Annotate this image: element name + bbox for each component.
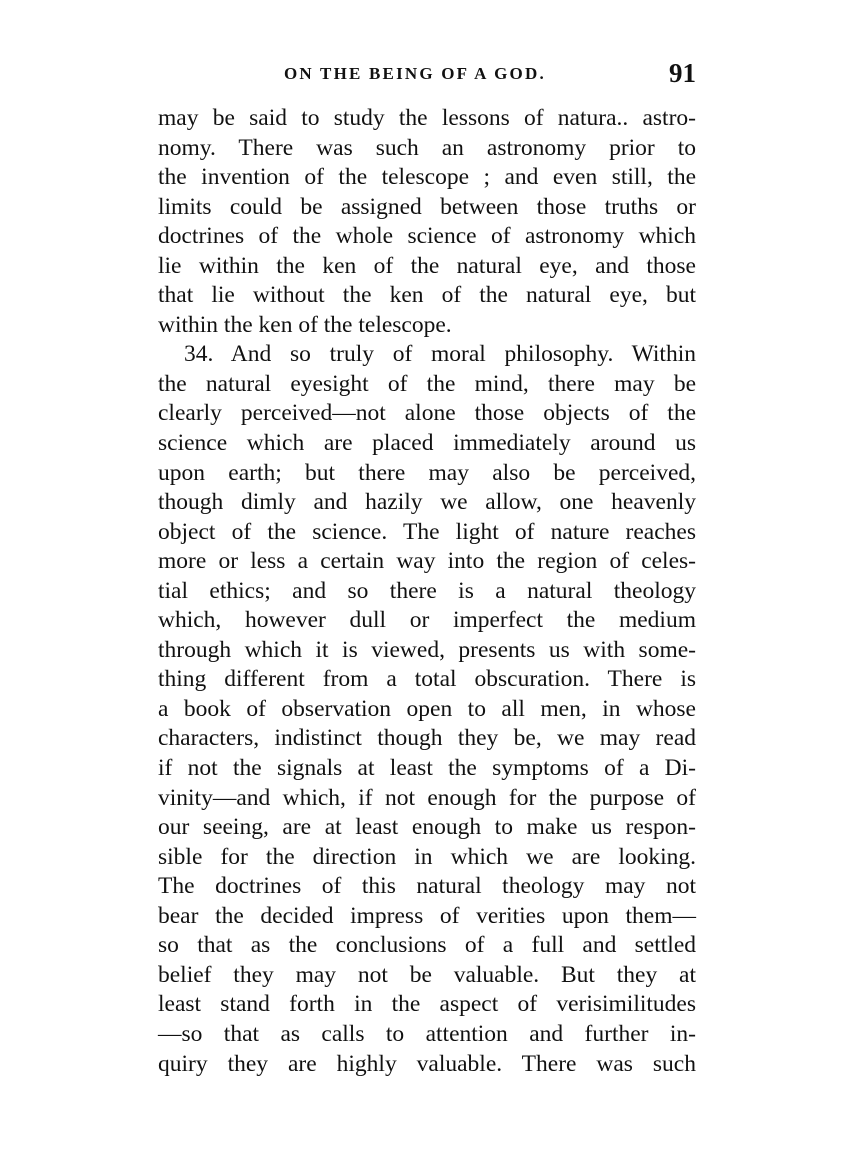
text-line: the natural eyesight of the mind, there may be xyxy=(158,370,696,397)
text-line: more or less a certain way into the region of celes- xyxy=(158,548,696,575)
text-line: —so that as calls to attention and further in- xyxy=(158,1020,696,1047)
text-line: object of the science. The light of nature reaches xyxy=(158,518,696,545)
text-line: which, however dull or imperfect the medium xyxy=(158,607,696,634)
text-line: lie within the ken of the natural eye, and those xyxy=(158,252,696,279)
text-line: our seeing, are at least enough to make us respon- xyxy=(158,814,696,841)
text-line: a book of observation open to all men, in whose xyxy=(158,695,696,722)
text-line: quiry they are highly valuable. There was such xyxy=(158,1050,696,1077)
running-head xyxy=(158,60,698,90)
text-line: so that as the conclusions of a full and settled xyxy=(158,932,696,959)
text-line: The doctrines of this natural theology may not xyxy=(158,873,696,900)
text-line: limits could be assigned between those truths or xyxy=(158,193,696,220)
paragraph-end-line: within the ken of the telescope. xyxy=(158,311,452,338)
text-line: sible for the direction in which we are looking. xyxy=(158,843,696,870)
text-line: science which are placed immediately around us xyxy=(158,430,696,457)
text-line: vinity—and which, if not enough for the purpose of xyxy=(158,784,696,811)
text-line: belief they may not be valuable. But they at xyxy=(158,961,696,988)
text-line: may be said to study the lessons of natura.. astro- xyxy=(158,105,696,131)
text-line: that lie without the ken of the natural eye, but xyxy=(158,282,696,309)
text-line: least stand forth in the aspect of verisimilitudes xyxy=(158,991,696,1018)
body-text xyxy=(158,104,696,1079)
text-line: characters, indistinct though they be, we may read xyxy=(158,725,696,752)
text-line: upon earth; but there may also be perceived, xyxy=(158,459,696,486)
text-line: though dimly and hazily we allow, one heavenly xyxy=(158,489,696,516)
text-line: thing different from a total obscuration. There is xyxy=(158,666,696,693)
text-line: through which it is viewed, presents us with some- xyxy=(158,636,696,663)
text-line: tial ethics; and so there is a natural theology xyxy=(158,577,696,604)
text-line: doctrines of the whole science of astronomy which xyxy=(158,223,696,250)
running-title: ON THE BEING OF A GOD. xyxy=(284,64,546,83)
text-line: nomy. There was such an astronomy prior to xyxy=(158,134,696,161)
text-line: if not the signals at least the symptoms of a Di- xyxy=(158,755,696,782)
page-number: 91 xyxy=(669,58,696,88)
text-line: clearly perceived—not alone those objects of the xyxy=(158,400,696,427)
paragraph-start-line: 34. And so truly of moral philosophy. Within xyxy=(184,341,696,368)
text-line: the invention of the telescope ; and even still, the xyxy=(158,164,696,191)
text-line: bear the decided impress of verities upon them— xyxy=(158,902,696,929)
